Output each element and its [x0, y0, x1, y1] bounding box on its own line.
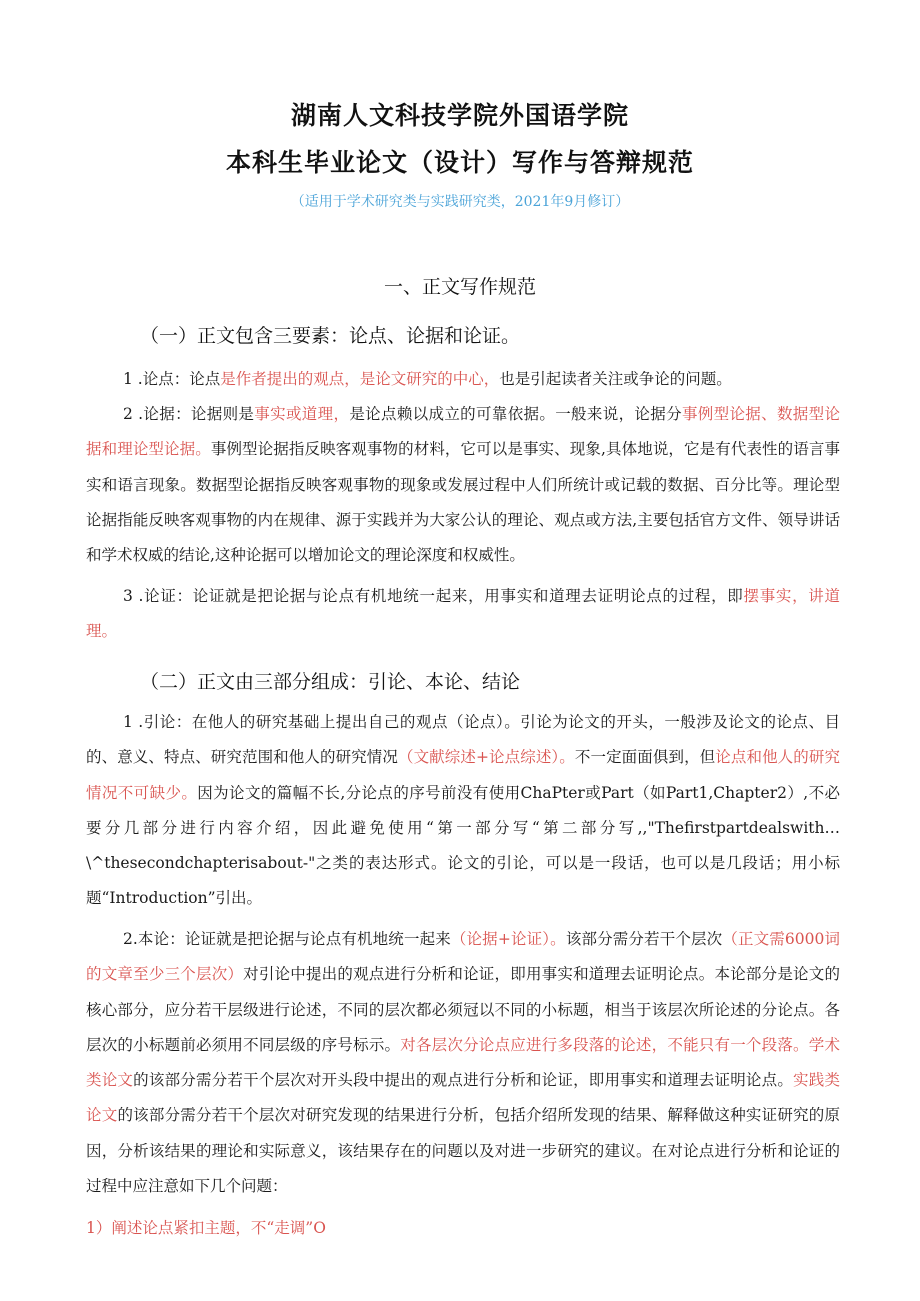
paragraph-argument	[86, 362, 840, 397]
paragraph-evidence	[86, 397, 840, 573]
highlight-run: 论点和他人的研究情况不可缺少。	[86, 748, 840, 802]
highlight-run: 摆事实，讲道理。	[86, 587, 840, 641]
highlight-run: 学术类论文	[86, 1035, 840, 1090]
highlight-run: （论据+论证）。	[450, 930, 566, 948]
highlight-run: （正文需6000词的文章至少三个层次）	[86, 930, 840, 984]
text-run: 2 .论据：论据则是	[123, 405, 255, 423]
text-run: 2.本论：论证就是把论据与论点有机地统一起来	[123, 930, 451, 948]
highlight-run: （文献综述+论点综述）。	[397, 748, 575, 767]
paragraph-body	[86, 922, 840, 1204]
text-run: 1 .引论：在他人的研究基础上提出自己的观点（论点）。引论为论文的开头，一般涉及论文的论点、目的、意义、特点、研究范围和他人的研究情况	[86, 713, 840, 767]
highlight-run: 事例型论据、数据型论据和理论型论据。	[86, 405, 840, 459]
paragraph-reasoning	[86, 579, 840, 650]
highlight-run: 是作者提出的观点，是论文研究的中心，	[220, 370, 500, 388]
text-run: 该部分需分若干个层次	[565, 930, 723, 948]
list-item-point-1: 1）阐述论点紧扣主题，不“走调”O	[86, 1219, 326, 1237]
highlight-run: 对各层次分论点应进行多段落的论述，不能只有一个段落。	[400, 1035, 809, 1054]
highlight-run: 事实或道理，	[254, 405, 350, 423]
text-run: 对引论中提出的观点进行分析和论证，即用事实和道理去证明论点。本论部分是论文的核心部分，应分若干层级进行论述，不同的层次都必须冠以不同的小标题，相当于该层次所论述的分论点。各层次的小标题前必须用不同层级的序号标示。	[86, 965, 840, 1054]
paragraph-introduction	[86, 705, 840, 917]
text-run: 的该部分需分若干个层次对开头段中提出的观点进行分析和论证，即用事实和道理去证明论点。	[133, 1071, 794, 1090]
text-run: 是论点赖以成立的可靠依据。一般来说，论据分	[349, 405, 682, 423]
document-subtitle: （适用于学术研究类与实践研究类，2021年9月修订）	[290, 194, 630, 210]
highlight-run: 实践类论文	[86, 1071, 840, 1125]
text-run: 因为论文的篇幅不长,分论点的序号前没有使用ChaPter或Part（如Part1,Chapter2）,不必要分几部分进行内容介绍，因此避免使用“第一部分写“第二部分写,,"Thefirstpartdealswith…\^thesecondchapterisabout-"之类的表达形式。论文的引论，可以是一段话，也可以是几段话；用小标题“Introduction”引出。	[86, 783, 840, 908]
text-run: 也是引起读者关注或争论的问题。	[499, 370, 732, 388]
text-run: 1 .论点：论点	[123, 370, 221, 388]
subsection-heading-1: （一）正文包含三要素：论点、论据和论证。	[140, 325, 521, 347]
text-run: 不一定面面俱到，但	[574, 748, 716, 767]
text-run: 的该部分需分若干个层次对研究发现的结果进行分析，包括介绍所发现的结果、解释做这种实证研究的原因，分析该结果的理论和实际意义，该结果存在的问题以及对进一步研究的建议。在对论点进行分析和论证的过程中应注意如下几个问题：	[86, 1106, 840, 1196]
subsection-heading-2: （二）正文由三部分组成：引论、本论、结论	[140, 671, 521, 693]
document-title-line1: 湖南人文科技学院外国语学院	[290, 101, 629, 130]
text-run: 3 .论证：论证就是把论据与论点有机地统一起来，用事实和道理去证明论点的过程，即	[123, 587, 744, 605]
text-run: 事例型论据指反映客观事物的材料，它可以是事实、现象,具体地说，它是有代表性的语言事实和语言现象。数据型论据指反映客观事物的现象或发展过程中人们所统计或记载的数据、百分比等。理论型论据指能反映客观事物的内在规律、源于实践并为大家公认的理论、观点或方法,主要包括官方文件、领导讲话和学术权威的结论,这种论据可以增加论文的理论深度和权威性。	[86, 440, 840, 565]
document-title-line2: 本科生毕业论文（设计）写作与答辩规范	[225, 148, 694, 177]
section-heading-1: 一、正文写作规范	[383, 276, 536, 298]
